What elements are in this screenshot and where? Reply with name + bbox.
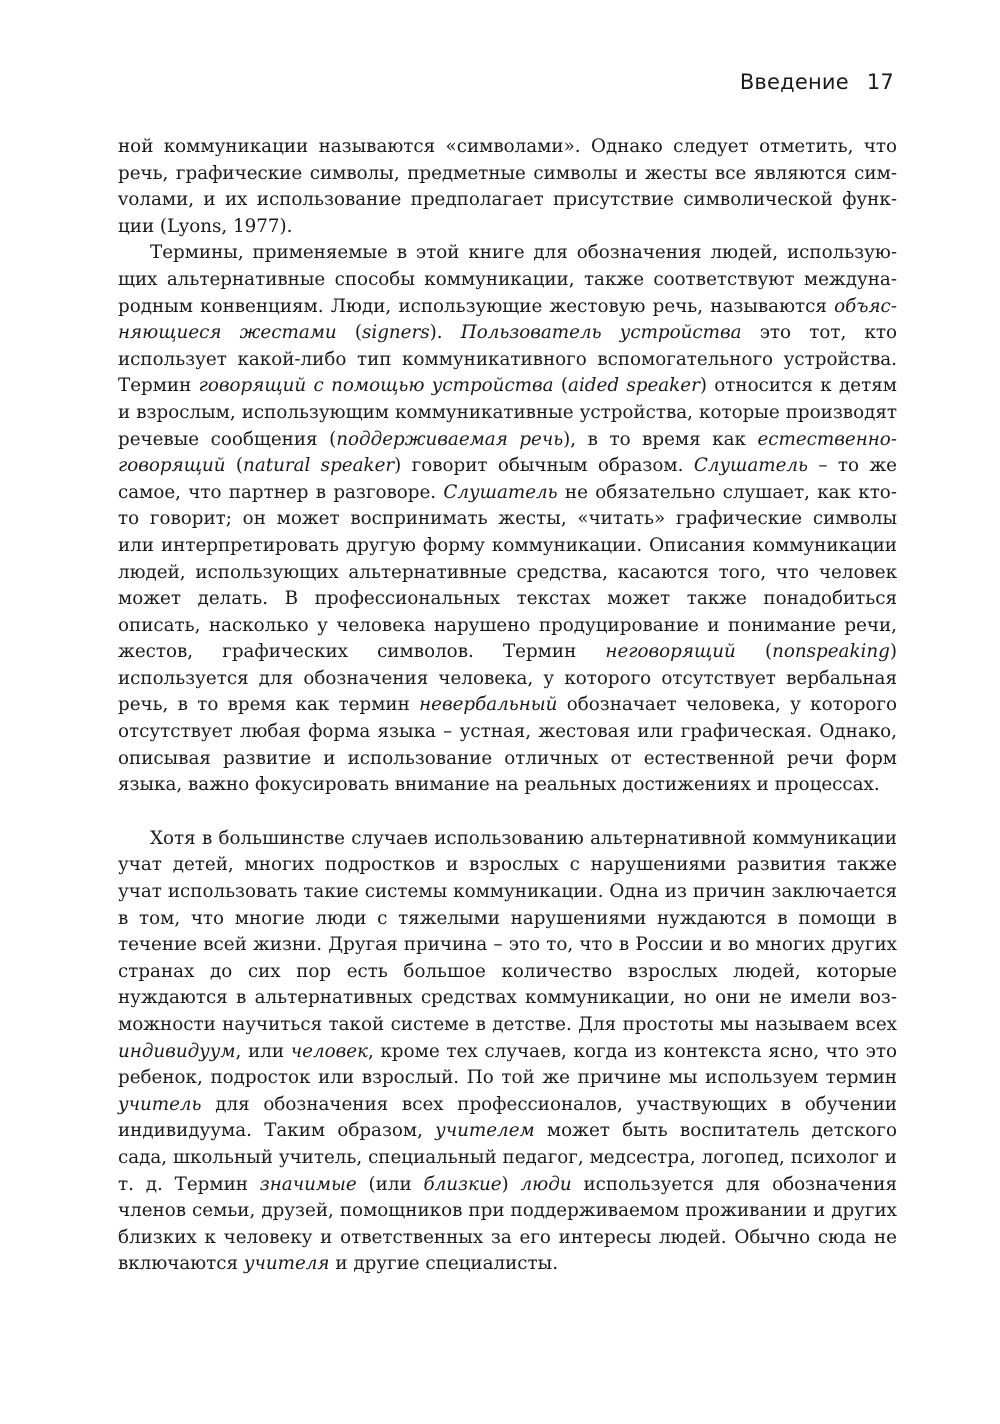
italic-term: учителем: [435, 1120, 535, 1142]
paragraph: [118, 826, 897, 1278]
text-run: (: [225, 455, 244, 477]
italic-term: близкие: [423, 1173, 502, 1195]
italic-term: Пользователь устройства: [460, 322, 742, 344]
text-run: используется для обозначения членов семьи, друзей, помощников при поддерживаемом проживании и других близких к человеку и ответственных за его интересы людей. Обычно сюда не включаются: [118, 1173, 897, 1275]
text-run: может быть воспитатель детского сада, школьный учитель, специальный педагог, медсестра, логопед, психолог и т. д. Термин: [118, 1120, 897, 1195]
text-run: ), в то время как: [563, 428, 758, 450]
italic-term: человек: [290, 1040, 368, 1062]
italic-term: natural speaker: [243, 455, 395, 477]
italic-term: поддерживаемая речь: [336, 428, 564, 450]
text-run: Хотя в большинстве случаев использованию альтернативной коммуникации учат детей, многих подростков и взрослых с нарушениями развития также учат использовать такие системы коммуникации. Одна из причин заключается в том, что многие люди с тяжелыми нарушениями нуждаются в помощи в течение всей жизни. Другая причина – это то, что в России и во многих других странах до сих пор есть большое количество взрослых людей, которые нуждаются в альтернативных средствах коммуникации, но они не имели возможности научиться такой системе в детстве. Для простоты мы называем всех: [118, 827, 897, 1035]
italic-term: неговорящий: [605, 641, 736, 663]
text-run: ) относится к детям и взрослым, использующим коммуникативные устройства, которые производят речевые сообщения (: [118, 375, 897, 450]
text-run: не обязательно слушает, как кто-то говорит; он может воспринимать жесты, «читать» графические символы или интерпретировать другую форму коммуникации. Описания коммуникации людей, использующих альтернативные средства, касаются того, что человек может делать. В профессиональных текстах может также понадобиться описать, насколько у человека нарушено продуцирование и понимание речи, жестов, графических символов. Термин: [118, 481, 897, 663]
text-run: ).: [429, 322, 461, 344]
text-run: для обозначения всех профессионалов, участвующих в обучении индивидуума. Таким образом,: [118, 1093, 897, 1142]
italic-term: значимые: [259, 1173, 357, 1195]
body-text: [118, 134, 897, 1278]
italic-term: учителя: [243, 1253, 330, 1275]
italic-term: объясняющиеся жестами: [118, 295, 897, 344]
text-run: это тот, кто использует какой-либо тип коммуникативного вспомогательного устройства. Термин: [118, 322, 897, 397]
italic-term: учитель: [118, 1093, 202, 1115]
italic-term: индивидуум: [118, 1040, 236, 1062]
text-run: , или: [235, 1040, 291, 1062]
italic-term: nonspeaking: [772, 641, 890, 663]
text-run: ): [501, 1173, 521, 1195]
text-run: и другие специалисты.: [329, 1253, 559, 1275]
italic-term: естественно-говорящий: [118, 428, 897, 477]
italic-term: signers: [361, 322, 430, 344]
italic-term: Слушатель: [693, 455, 809, 477]
text-run: ) используется для обозначения человека, у которого отсутствует вербальная речь, в то время как термин: [118, 641, 897, 716]
italic-term: невербальный: [419, 694, 558, 716]
text-run: ) говорит обычным образом.: [394, 455, 694, 477]
paragraph: [118, 240, 897, 798]
text-run: обозначает человека, у которого отсутствует любая форма языка – устная, жестовая или графическая. Однако, описывая развитие и использование отличных от естественной речи форм языка, важно фокусировать внимание на реальных достижениях и процессах.: [118, 694, 897, 796]
text-run: Термины, применяемые в этой книге для обозначения людей, использующих альтернативные способы коммуникации, также соответствуют международным конвенциям. Люди, использующие жестовую речь, называются: [118, 242, 897, 317]
paragraph: [118, 134, 897, 240]
section-title: Введение: [739, 70, 849, 94]
italic-term: говорящий с помощью устройства: [198, 375, 554, 397]
italic-term: Слушатель: [443, 481, 558, 503]
italic-term: люди: [520, 1173, 572, 1195]
page-number: 17: [866, 70, 894, 94]
text-run: (или: [356, 1173, 424, 1195]
running-header: [740, 70, 894, 94]
text-run: (: [336, 322, 362, 344]
italic-term: aided speaker: [568, 375, 700, 397]
text-run: (: [735, 641, 773, 663]
text-run: – то же самое, что партнер в разговоре.: [118, 455, 897, 503]
text-run: ной коммуникации называются «символами». Однако следует отметить, что речь, графические символы, предметные символы и жесты все являются симvолами, и их использование предполагает присутствие символической функции (Lyons, 1977).: [118, 136, 897, 237]
text-run: , кроме тех случаев, когда из контекста ясно, что это ребенок, подросток или взрослый. По той же причине мы используем термин: [118, 1040, 897, 1089]
text-run: (: [553, 375, 569, 397]
